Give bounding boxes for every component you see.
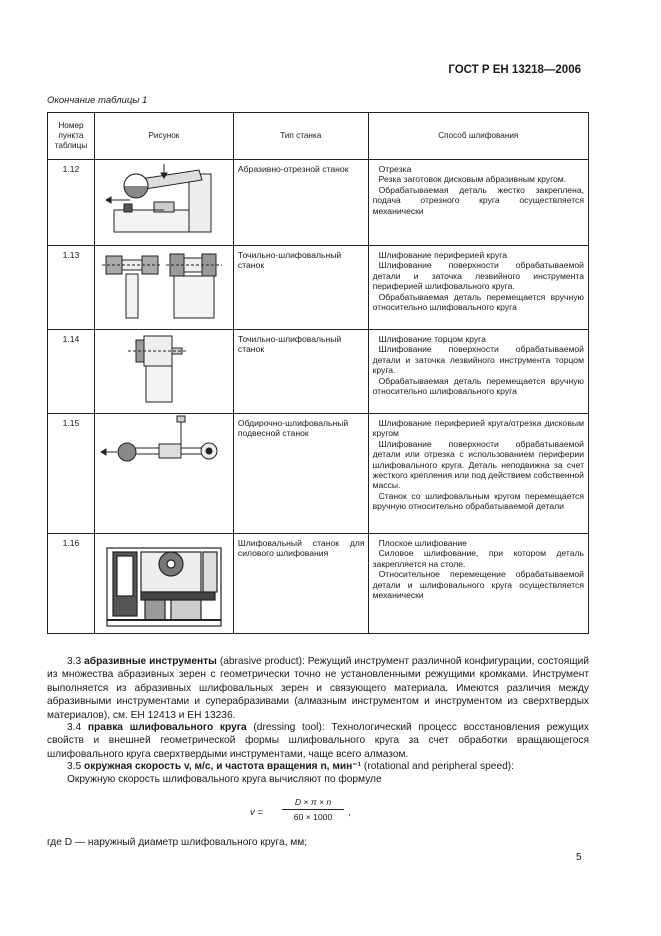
method-cell	[368, 534, 588, 634]
method-line: Силовое шлифование, при котором деталь закрепляется на столе.	[372, 548, 584, 569]
abrasive-cutoff-machine-figure	[104, 160, 224, 238]
method-line: Относительное перемещение обрабатываемой детали и шлифовального круга осуществляется механически	[372, 569, 584, 601]
formula-intro: Окружную скорость шлифовального круга вычисляют по формуле	[67, 774, 382, 786]
method-line: Обрабатываемая деталь жестко закреплена, подача отрезного круга осуществляется механически	[372, 184, 584, 216]
formula-numerator: D × π × n	[294, 797, 332, 807]
formula-tail: ,	[348, 807, 351, 818]
method-line: Шлифование поверхности обрабатываемой детали и заточка лезвийного инструмента торцом круга.	[372, 344, 584, 376]
where-clause: где D — наружный диаметр шлифовального круга, мм;	[47, 837, 308, 848]
machines-table	[47, 112, 589, 634]
row-num: 1.16	[48, 534, 95, 634]
table-header-row	[48, 113, 589, 160]
term-speed: окружная скорость v, м/с, и частота вращения n, мин⁻¹	[84, 761, 362, 772]
col-header-num: Номер пункта таблицы	[48, 113, 95, 160]
table-row	[48, 246, 589, 330]
row-num: 1.14	[48, 330, 95, 414]
method-cell	[368, 246, 588, 330]
table-row	[48, 160, 589, 246]
figure-cell	[94, 414, 233, 534]
speed-formula	[250, 797, 410, 833]
method-cell	[368, 414, 588, 534]
machine-type-cell: Точильно-шлифовальный станок	[233, 246, 368, 330]
method-title: Шлифование периферией круга	[378, 250, 507, 260]
term-abrasive-products: абразивные инструменты	[84, 656, 217, 667]
suspended-grinder-figure	[99, 414, 229, 484]
table-caption: Окончание таблицы 1	[47, 95, 148, 106]
method-title: Плоское шлифование	[378, 538, 467, 548]
figure-cell	[94, 330, 233, 414]
method-line: Станок со шлифовальным кругом перемещается вручную относительно обрабатываемой детали	[372, 490, 584, 512]
method-title: Отрезка	[378, 164, 412, 174]
method-title: Шлифование торцом круга	[378, 334, 486, 344]
machine-type-cell: Точильно-шлифовальный станок	[233, 330, 368, 414]
method-line: Обрабатываемая деталь перемещается вручную относительно шлифовального круга	[372, 291, 584, 313]
bench-grinder-periphery-figure	[102, 246, 226, 322]
row-num: 1.13	[48, 246, 95, 330]
section-3-5: 3.5 окружная скорость v, м/с, и частота вращения n, мин⁻¹ (rotational and peripheral speed): Окружную скорость шлифовального круга вычисляют по формуле	[47, 760, 589, 787]
figure-cell	[94, 534, 233, 634]
method-cell	[368, 160, 588, 246]
col-header-machine-type: Тип станка	[233, 113, 368, 160]
document-header: ГОСТ Р ЕН 13218—2006	[448, 64, 581, 76]
table-row	[48, 534, 589, 634]
method-cell	[368, 330, 588, 414]
row-num: 1.15	[48, 414, 95, 534]
col-header-figure: Рисунок	[94, 113, 233, 160]
machine-type-cell: Абразивно-отрезной станок	[233, 160, 368, 246]
term-dressing: правка шлифовального круга	[87, 722, 247, 733]
machine-type-cell: Шлифовальный станок для силового шлифования	[233, 534, 368, 634]
method-title: Шлифование периферией круга/отрезка дисковым кругом	[372, 418, 584, 439]
col-header-method: Способ шлифования	[368, 113, 588, 160]
machine-type-cell: Обдирочно-шлифовальный подвесной станок	[233, 414, 368, 534]
table-row	[48, 414, 589, 534]
section-3-4: 3.4 правка шлифовального круга (dressing tool): Технологический процесс восстановления режущих свойств и внешней геометрической формы шлифовального круга за счет обработки вращающегося шлифовального круга сверхтвердыми инструментами, чаще всего алмазом.	[47, 722, 589, 760]
method-line: Шлифование поверхности обрабатываемой детали и заточка лезвийного инструмента периферией шлифовального круга.	[372, 260, 584, 292]
row-num: 1.12	[48, 160, 95, 246]
method-line: Обрабатываемая деталь перемещается вручную относительно шлифовального круга	[372, 375, 584, 397]
method-line: Шлифование поверхности обрабатываемой детали или отрезка с использованием периферии шлифовального круга. Деталь неподвижна за счет жесткого крепления или под действием собственной массы.	[372, 438, 584, 491]
formula-denominator: 60 × 1000	[293, 812, 333, 822]
table-row	[48, 330, 589, 414]
formula-lhs: v =	[250, 807, 263, 818]
method-line: Резка заготовок дисковым абразивным кругом.	[378, 174, 567, 185]
bench-grinder-face-figure	[124, 330, 204, 406]
power-grinding-machine-figure	[101, 534, 227, 630]
figure-cell	[94, 246, 233, 330]
section-3-3: 3.3 абразивные инструменты (abrasive product): Режущий инструмент различной конфигурации, состоящий из множества абразивных зерен с геометрически точно не установленными режущими кромками. Инструмент выполняется из абразивных шлифовальных зерен и связующего материала. Имеются различия между абразивными инструментами и суперабразивами (алмазным инструментом и инструментом из сверхтвердых материалов), см. ЕН 12413 и ЕН 13236.	[47, 656, 589, 721]
figure-cell	[94, 160, 233, 246]
page-number: 5	[576, 852, 582, 863]
